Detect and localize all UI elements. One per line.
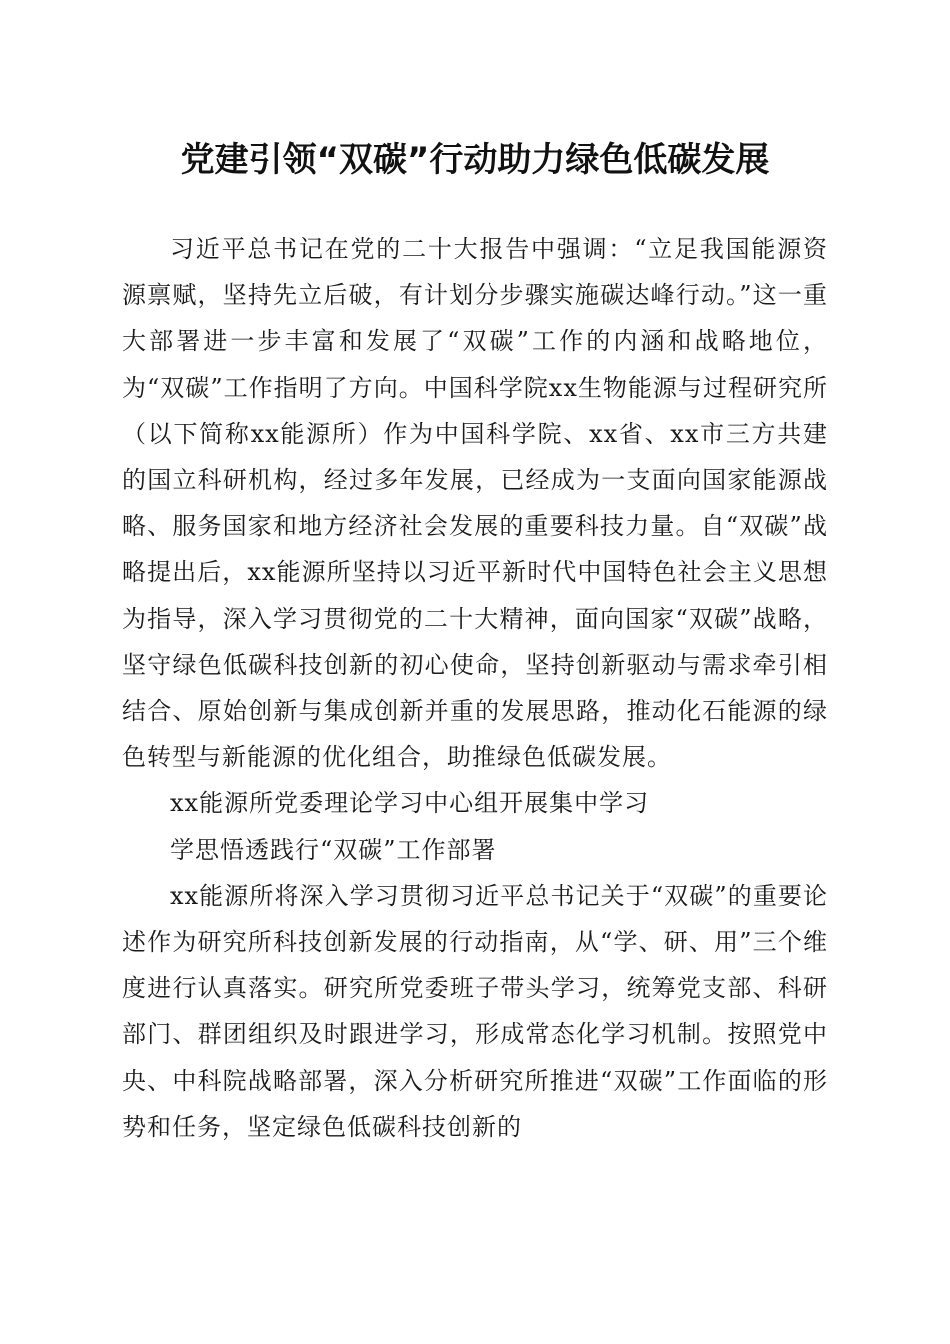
intro-paragraph: 习近平总书记在党的二十大报告中强调：“立足我国能源资源禀赋，坚持先立后破，有计划分步骤实施碳达峰行动。”这一重大部署进一步丰富和发展了“双碳”工作的内涵和战略地位，为“双碳”工作指明了方向。中国科学院xx生物能源与过程研究所（以下简称xx能源所）作为中国科学院、xx省、xx市三方共建的国立科研机构，经过多年发展，已经成为一支面向国家能源战略、服务国家和地方经济社会发展的重要科技力量。自“双碳”战略提出后，xx能源所坚持以习近平新时代中国特色社会主义思想为指导，深入学习贯彻党的二十大精神，面向国家“双碳”战略，坚守绿色低碳科技创新的初心使命，坚持创新驱动与需求牵引相结合、原始创新与集成创新并重的发展思路，推动化石能源的绿色转型与新能源的优化组合，助推绿色低碳发展。 xyxy=(122,235,828,772)
document-body xyxy=(122,226,828,1150)
section-heading-line-2: 学思悟透践行“双碳”工作部署 xyxy=(170,835,497,864)
section-heading-line-1: xx能源所党委理论学习中心组开展集中学习 xyxy=(170,789,650,818)
section-paragraph: xx能源所将深入学习贯彻习近平总书记关于“双碳”的重要论述作为研究所科技创新发展的行动指南，从“学、研、用”三个维度进行认真落实。研究所党委班子带头学习，统筹党支部、科研部门、群团组织及时跟进学习，形成常态化学习机制。按照党中央、中科院战略部署，深入分析研究所推进“双碳”工作面临的形势和任务，坚定绿色低碳科技创新的 xyxy=(122,881,828,1141)
document-title: 党建引领“双碳”行动助力绿色低碳发展 xyxy=(180,140,770,180)
